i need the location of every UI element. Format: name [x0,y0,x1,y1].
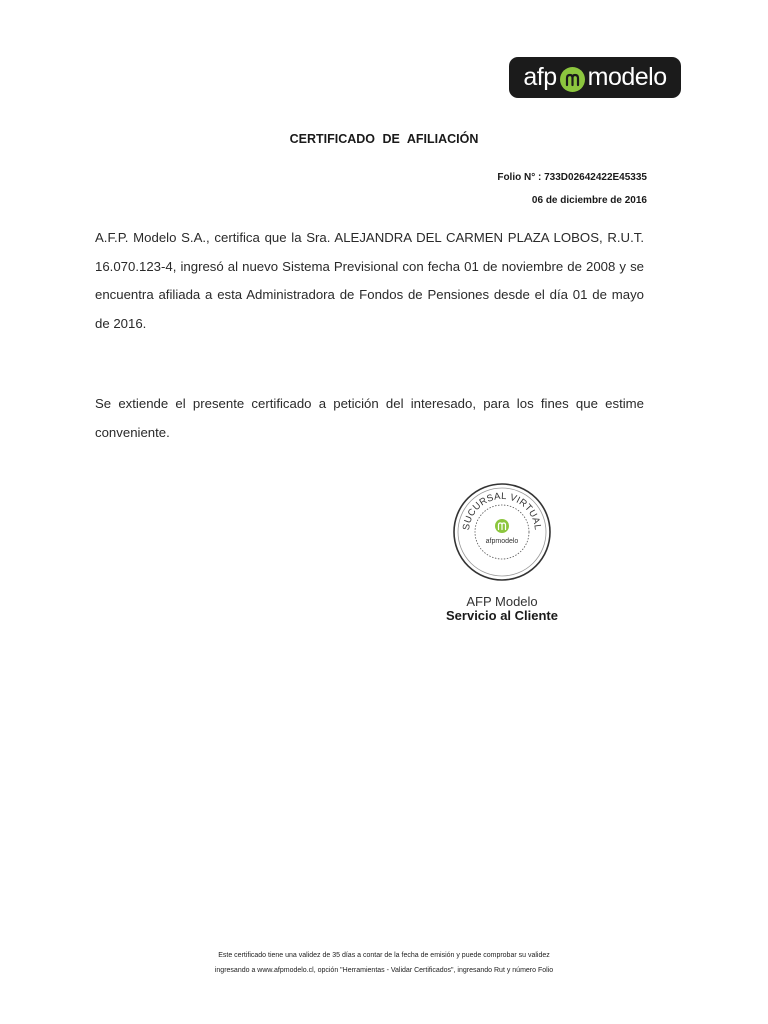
footer-instructions-line: ingresando a www.afpmodelo.cl, opción "Herramientas - Validar Certificados", ingresando Rut y número Folio [214,967,554,974]
seal-inner-logo: afpmodelo [485,538,519,545]
afp-modelo-logo [509,57,681,98]
seal-ring-text: SUCURSAL VIRTUAL [460,490,544,531]
footer-validity-line: Este certificado tiene una validez de 35 días a contar de la fecha de emisión y puede comprobar su validez [218,952,550,959]
sucursal-virtual-seal [452,482,552,582]
logo-m-icon [560,67,585,92]
logo-text-afp: afp [523,63,557,91]
certification-paragraph: A.F.P. Modelo S.A., certifica que la Sra. ALEJANDRA DEL CARMEN PLAZA LOBOS, R.U.T. 16.070.123-4, ingresó al nuevo Sistema Previsional con fecha 01 de noviembre de 2008 y se encuentra afiliada a esta Administradora de Fondos de Pensiones desde el día 01 de mayo de 2016. [95,230,644,331]
seal-org-name: AFP Modelo [466,594,538,609]
logo-text-modelo: modelo [587,63,667,91]
issue-date: 06 de diciembre de 2016 [531,195,647,206]
closing-paragraph: Se extiende el presente certificado a petición del interesado, para los fines que estime conveniente. [95,396,644,440]
seal-service-name: Servicio al Cliente [446,608,558,623]
document-title: CERTIFICADO DE AFILIACIÓN [289,132,479,146]
folio-number: Folio N° : 733D02642422E45335 [497,172,647,183]
